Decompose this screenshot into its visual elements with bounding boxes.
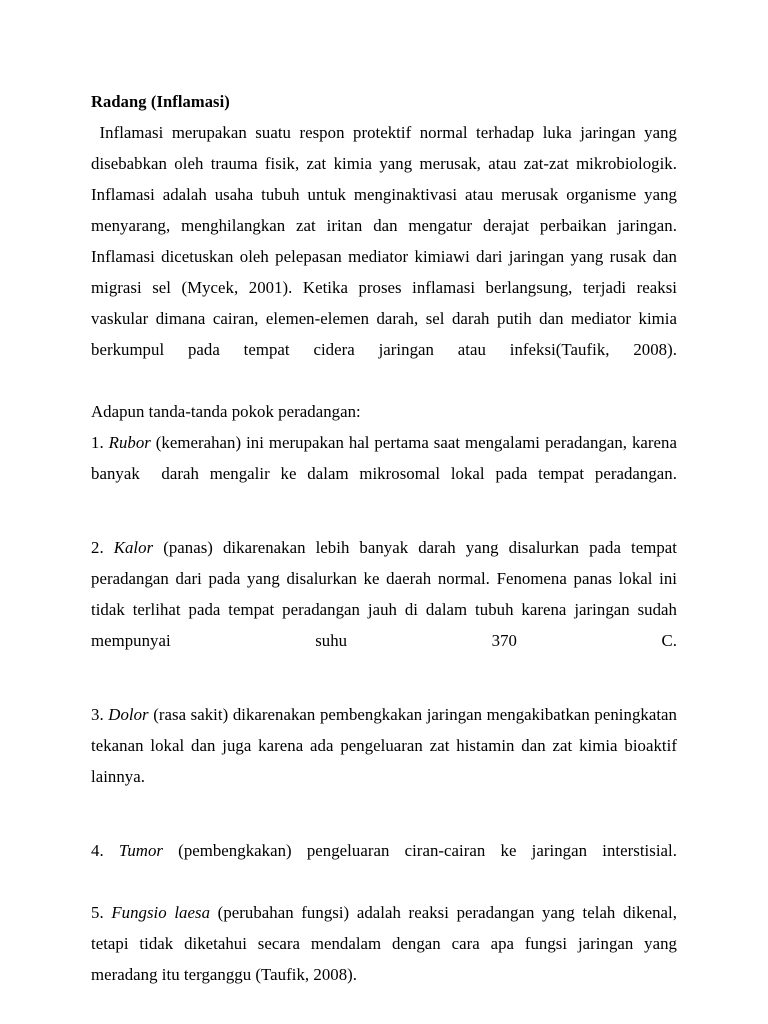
sign-term: Dolor xyxy=(108,705,149,724)
sign-item-4 xyxy=(91,835,677,897)
sign-term: Tumor xyxy=(118,841,163,860)
list-lead-in: Adapun tanda-tanda pokok peradangan: xyxy=(91,402,361,421)
sign-text: (rasa sakit) dikarenakan pembengkakan jaringan mengakibatkan peningkatan tekanan lokal dan juga karena ada pengeluaran zat histamin dan zat kimia bioaktif lainnya. xyxy=(91,705,682,786)
sign-text: (kemerahan) ini merupakan hal pertama saat mengalami peradangan, karena banyak darah mengalir ke dalam mikrosomal lokal pada tempat peradangan. xyxy=(91,433,682,483)
sign-text: (pembengkakan) pengeluaran ciran-cairan ke jaringan interstisial. xyxy=(162,841,677,860)
sign-item-2 xyxy=(91,532,682,687)
sign-number: 5. xyxy=(91,903,104,922)
sign-item-3 xyxy=(91,699,682,823)
sign-item-5 xyxy=(91,897,682,990)
sign-number: 1. xyxy=(91,433,104,452)
sign-term: Fungsio laesa xyxy=(111,903,211,922)
sign-text: (panas) dikarenakan lebih banyak darah yang disalurkan pada tempat peradangan dari pada yang disalurkan ke daerah normal. Fenomena panas lokal ini tidak terlihat pada tempat peradangan jauh di dalam tubuh karena jaringan sudah mempunyai suhu 370 C. xyxy=(91,538,682,650)
intro-paragraph: Inflamasi merupakan suatu respon protektif normal terhadap luka jaringan yang disebabkan oleh trauma fisik, zat kimia yang merusak, atau zat-zat mikrobiologik. Inflamasi adalah usaha tubuh untuk menginaktivasi atau merusak organisme yang menyarang, menghilangkan zat iritan dan mengatur derajat perbaikan jaringan. Inflamasi dicetuskan oleh pelepasan mediator kimiawi dari jaringan yang rusak dan migrasi sel (Mycek, 2001). Ketika proses inflamasi berlangsung, terjadi reaksi vaskular dimana cairan, elemen-elemen darah, sel darah putih dan mediator kimia berkumpul pada tempat cidera jaringan atau infeksi(Taufik, 2008). xyxy=(91,123,682,359)
sign-term: Rubor xyxy=(108,433,151,452)
sign-term: Kalor xyxy=(113,538,154,557)
document-body xyxy=(91,86,682,990)
page-title: Radang (Inflamasi) xyxy=(91,92,230,111)
sign-number: 3. xyxy=(91,705,104,724)
sign-number: 2. xyxy=(91,538,104,557)
sign-text: (perubahan fungsi) adalah reaksi peradangan yang telah dikenal, tetapi tidak diketahui secara mendalam dengan cara apa fungsi jaringan yang meradang itu terganggu (Taufik, 2008). xyxy=(91,903,682,984)
sign-item-1 xyxy=(91,427,682,520)
sign-number: 4. xyxy=(91,841,104,860)
